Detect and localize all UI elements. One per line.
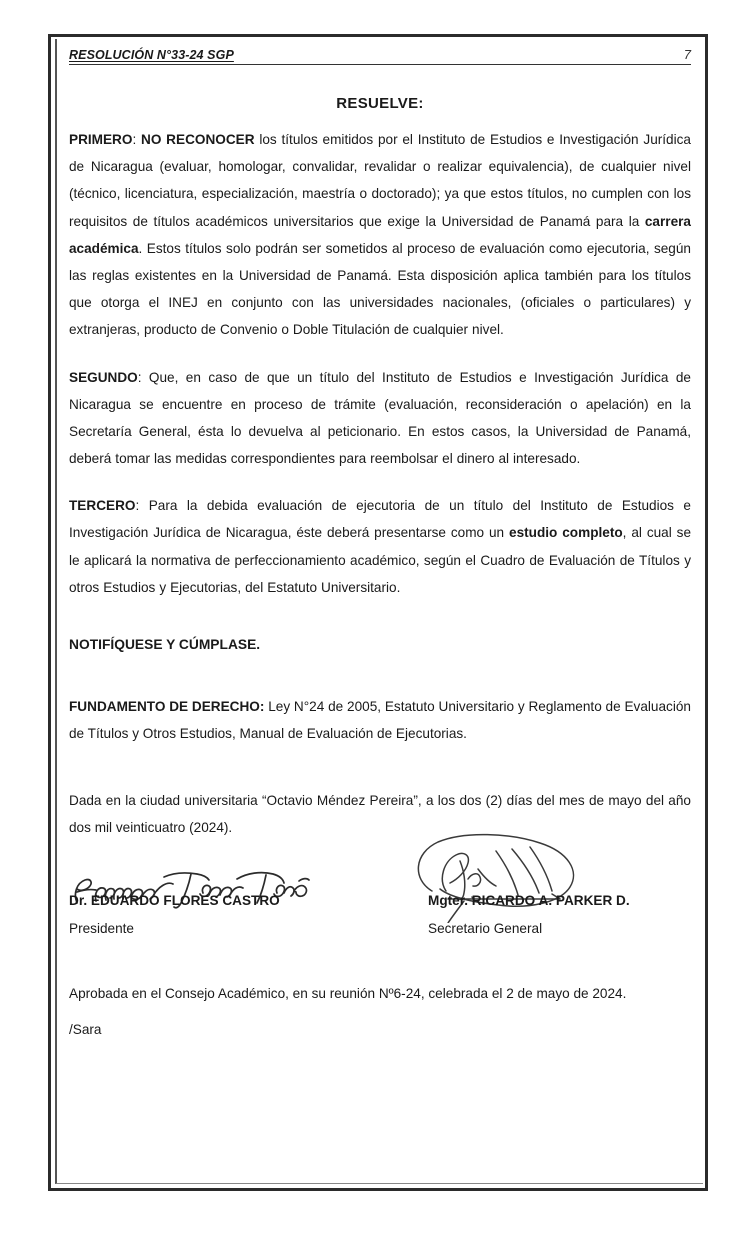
article-primero (69, 126, 691, 344)
article-tercero-emphasis: estudio completo (509, 525, 623, 541)
president-role: Presidente (69, 921, 134, 937)
legal-basis (69, 693, 691, 747)
legal-basis-text: Ley N°24 de 2005, Estatuto Universitario y Reglamento de Evaluación de Títulos y Otros Estudios, Manual de Evaluación de Ejecutorias. (69, 698, 691, 741)
header-title: RESOLUCIÓN N°33-24 SGP (69, 48, 234, 62)
document-header (69, 47, 691, 65)
article-segundo (69, 364, 691, 473)
article-primero-text-b: . Estos títulos solo podrán ser sometidos al proceso de evaluación como ejecutoria, según las reglas existentes en la Universidad de Panamá. Esta disposición aplica también para los títulos que otorga el INEJ en conjunto con las universidades nacionales, (oficiales o particulares) y extranjeras, producto de Convenio o Doble Titulación de cualquier nivel. (69, 240, 691, 338)
article-label-primero: PRIMERO (69, 132, 133, 147)
handwritten-signature-ricardo-parker (402, 831, 612, 923)
article-tercero (69, 492, 691, 601)
article-segundo-text: : Que, en caso de que un título del Instituto de Estudios e Investigación Jurídica de Nicaragua se encuentre en proceso de trámite (evaluación, reconsideración o apelación) en la Secretaría General, ésta lo devuelva al peticionario. En estos casos, la Universidad de Panamá, deberá tomar las medidas correspondientes para reembolsar el dinero al interesado. (69, 369, 691, 467)
article-primero-lead: NO RECONOCER (141, 132, 255, 147)
scanned-page-frame (48, 34, 708, 1191)
notify-statement: NOTIFÍQUESE Y CÚMPLASE. (69, 637, 261, 652)
signature-president (69, 893, 380, 936)
article-primero-emphasis: carrera académica (69, 213, 691, 256)
article-primero-text-a: los títulos emitidos por el Instituto de Estudios e Investigación Jurídica de Nicaragua (evaluar, homologar, convalidar, revalidar o realizar equivalencia), de cualquier nivel (técnico, licenciatura, especialización, maestría o doctorado); ya que estos títulos, no cumplen con los requisitos de títulos académicos universitarios que exige la Universidad de Panamá para la (69, 132, 691, 229)
signature-secretary (380, 893, 691, 936)
article-tercero-text-b: , al cual se le aplicará la normativa de perfeccionamiento académico, según el Cuadro de Evaluación de Títulos y otros Estudios y Ejecutorias, del Estatuto Universitario. (69, 525, 692, 595)
page-number: 7 (683, 47, 691, 62)
article-primero-colon: : (132, 132, 142, 147)
approval-note: Aprobada en el Consejo Académico, en su reunión Nº6-24, celebrada el 2 de mayo de 2024. (69, 986, 627, 1002)
footer-notes (69, 980, 691, 1042)
typist-initials: /Sara (69, 1021, 102, 1037)
secretary-name: Mgter. RICARDO A. PARKER D. (428, 893, 630, 909)
document-page (69, 47, 691, 1177)
article-tercero-text-a: : Para la debida evaluación de ejecutoria de un título del Instituto de Estudios e Investigación Jurídica de Nicaragua, éste deberá presentarse como un (69, 498, 691, 541)
secretary-role: Secretario General (428, 921, 543, 937)
signature-block (69, 893, 691, 936)
article-label-tercero: TERCERO (69, 498, 136, 514)
article-label-segundo: SEGUNDO (69, 369, 138, 385)
president-name: Dr. EDUARDO FLORES CASTRO (69, 893, 280, 909)
section-title: RESUELVE: (336, 95, 424, 112)
legal-basis-label: FUNDAMENTO DE DERECHO: (69, 698, 265, 714)
issuance-statement: Dada en la ciudad universitaria “Octavio Méndez Pereira”, a los dos (2) días del mes de mayo del año dos mil veinticuatro (2024). (69, 792, 691, 836)
